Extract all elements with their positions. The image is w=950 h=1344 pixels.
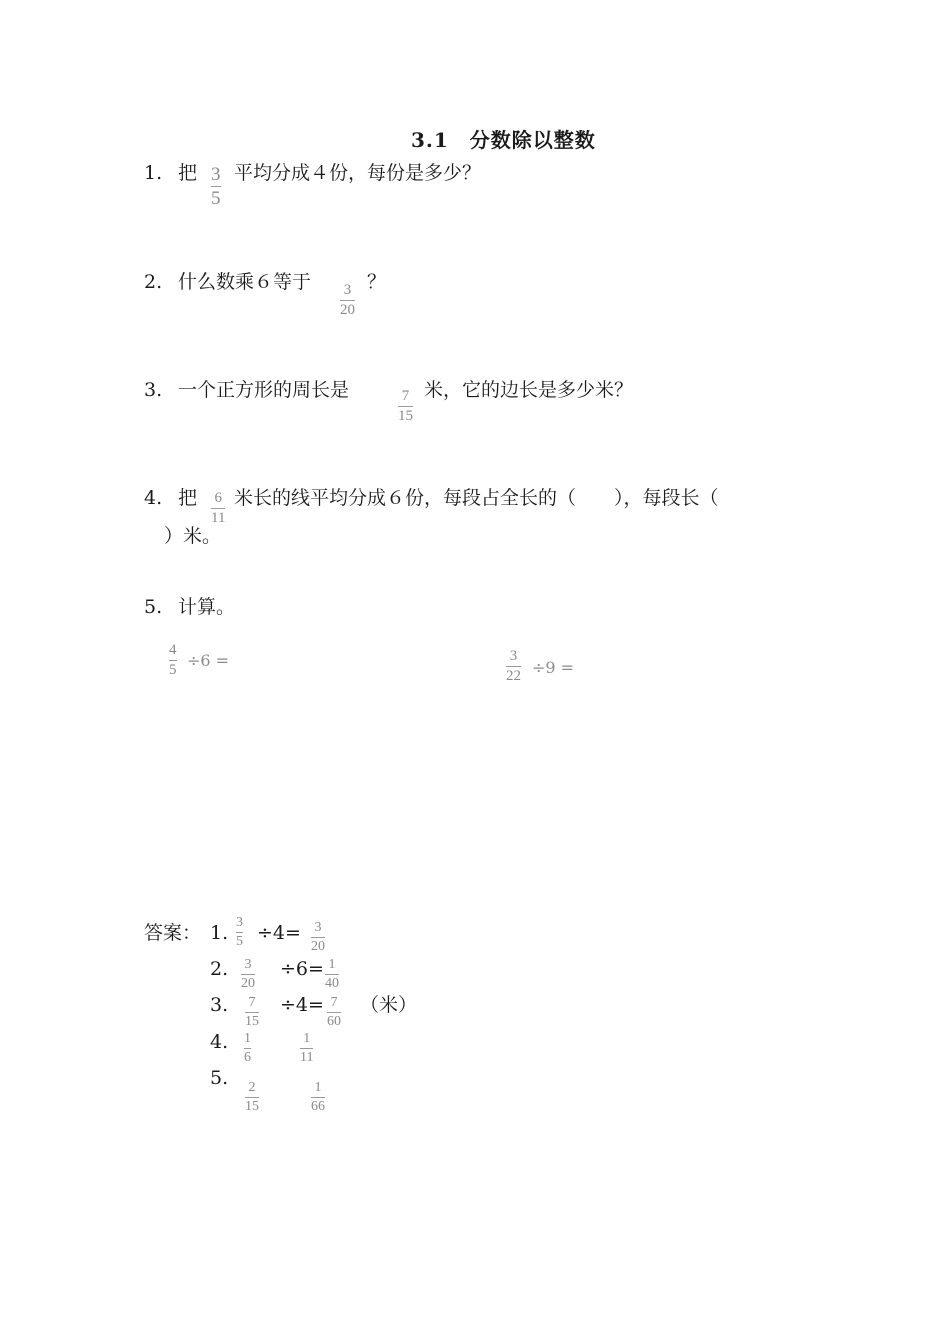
denominator: 60 [327, 1014, 341, 1029]
question-number: 2. [144, 271, 163, 293]
question-number: 5. [144, 596, 163, 618]
operator: ÷6 = [187, 651, 230, 670]
question-text: 把 [178, 487, 198, 509]
answers-label: 答案： [144, 922, 202, 944]
denominator: 15 [398, 408, 413, 424]
fraction [245, 1081, 259, 1114]
numerator: 4 [169, 642, 177, 658]
fraction-bar [245, 1012, 259, 1013]
fraction-bar [311, 937, 325, 938]
fraction-bar [244, 1048, 251, 1049]
fraction-bar [327, 1012, 341, 1013]
page-title: 3.1 分数除以整数 [411, 128, 596, 152]
fraction-bar [325, 974, 339, 975]
fraction-bar [340, 300, 355, 301]
numerator: 3 [244, 957, 252, 972]
fraction-bar [211, 508, 225, 509]
fraction [327, 996, 341, 1029]
question-text: 米长的线平均分成６份，每段占全长的（ ），每段长（ [234, 487, 719, 509]
fraction [241, 958, 255, 991]
fraction-bar [311, 1097, 325, 1098]
operator: ÷9 = [532, 658, 575, 677]
fraction [311, 1081, 325, 1114]
answer-number: 5. [210, 1067, 229, 1089]
fraction-bar [398, 406, 413, 407]
question-number: 3. [144, 379, 163, 401]
fraction [244, 1032, 251, 1065]
denominator: 5 [211, 188, 221, 209]
unit: （米） [360, 994, 418, 1016]
fraction-bar [506, 666, 521, 667]
answer-number: 3. [210, 994, 229, 1016]
fraction-bar [236, 932, 243, 933]
denominator: 5 [236, 934, 243, 949]
answer-number: 4. [210, 1031, 229, 1053]
operator: ÷4= [257, 922, 301, 944]
operator: ÷6= [280, 958, 324, 980]
denominator: 20 [340, 302, 355, 318]
fraction-bar [300, 1048, 313, 1049]
fraction [340, 283, 355, 318]
fraction-bar [169, 660, 177, 661]
numerator: 1 [328, 957, 336, 972]
denominator: 20 [241, 976, 255, 991]
fraction [211, 165, 221, 208]
numerator: 3 [314, 920, 322, 935]
fraction-bar [211, 186, 221, 187]
fraction-bar [245, 1097, 259, 1098]
numerator: 7 [248, 995, 256, 1010]
denominator: 11 [300, 1050, 314, 1065]
numerator: 7 [401, 388, 410, 404]
fraction [211, 491, 225, 526]
denominator: 22 [506, 668, 521, 684]
numerator: 1 [314, 1080, 322, 1095]
answer-number: 1. [210, 922, 229, 944]
numerator: 1 [303, 1031, 311, 1046]
fraction [506, 649, 521, 684]
question-label: 计算。 [178, 596, 236, 618]
fraction-bar [241, 974, 255, 975]
numerator: 6 [214, 490, 222, 506]
question-text: 把 [178, 162, 198, 184]
numerator: 3 [509, 648, 518, 664]
question-text: ？ [367, 271, 387, 293]
denominator: 6 [244, 1050, 251, 1065]
numerator: 3 [236, 915, 243, 930]
question-number: 1. [144, 162, 163, 184]
denominator: 40 [325, 976, 339, 991]
numerator: 1 [244, 1031, 251, 1046]
question-text: 平均分成４份，每份是多少？ [234, 162, 482, 184]
numerator: 3 [343, 282, 352, 298]
fraction [169, 643, 177, 678]
question-text: 什么数乘６等于 [178, 271, 312, 293]
numerator: 3 [211, 164, 221, 185]
question-text: 一个正方形的周长是 [178, 379, 350, 401]
fraction [311, 921, 325, 954]
answer-number: 2. [210, 958, 229, 980]
fraction [325, 958, 339, 991]
denominator: 5 [169, 662, 177, 678]
denominator: 11 [211, 510, 226, 526]
fraction [398, 389, 413, 424]
operator: ÷4= [280, 994, 324, 1016]
numerator: 2 [248, 1080, 256, 1095]
denominator: 20 [311, 939, 325, 954]
numerator: 7 [330, 995, 338, 1010]
fraction [236, 916, 243, 949]
denominator: 15 [245, 1014, 259, 1029]
question-number: 4. [144, 487, 163, 509]
question-text: 米，它的边长是多少米？ [424, 379, 634, 401]
denominator: 66 [311, 1099, 325, 1114]
question-text: ）米。 [164, 525, 222, 547]
fraction [300, 1032, 313, 1065]
denominator: 15 [245, 1099, 259, 1114]
fraction [245, 996, 259, 1029]
